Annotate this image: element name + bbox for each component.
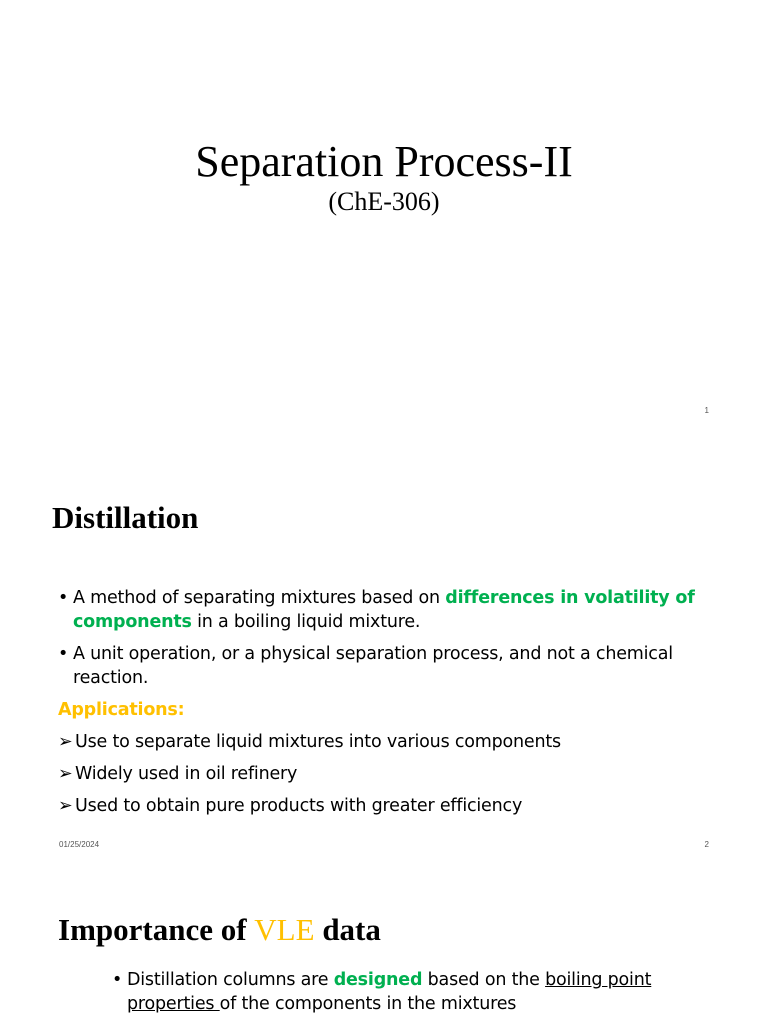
list-item (58, 794, 718, 818)
heading-highlight: VLE (254, 912, 315, 947)
list-item (58, 730, 718, 754)
list-item-text: Use to separate liquid mixtures into various components (75, 732, 561, 752)
underlined-text: boiling point properties (127, 970, 652, 1014)
slide-body (112, 968, 672, 1024)
highlight-text: differences in volatility of components (73, 588, 695, 632)
bullet-text: A unit operation, or a physical separation process, and not a chemical reaction. (73, 644, 673, 688)
slide-heading (58, 912, 381, 948)
list-item (58, 762, 718, 786)
slide-2 (0, 432, 768, 864)
bullet-text: A method of separating mixtures based on (73, 588, 446, 608)
bullet-item (58, 642, 718, 690)
slide-heading: Distillation (52, 500, 199, 535)
slide-title: Separation Process-II (195, 137, 573, 186)
bullet-text: Distillation columns are (127, 970, 334, 990)
arrow-bullet-icon: ➢ (58, 732, 73, 752)
arrow-bullet-icon: ➢ (58, 796, 73, 816)
bullet-text: based on the (422, 970, 546, 990)
bullet-text: in a boiling liquid mixture. (191, 612, 421, 632)
heading-text: Importance of (58, 912, 255, 947)
bullet-item (58, 586, 718, 634)
applications-label: Applications: (58, 700, 185, 720)
slide-1 (0, 0, 768, 432)
slide-3 (0, 864, 768, 1024)
bullet-item (112, 968, 672, 1016)
heading-text: data (314, 912, 381, 947)
arrow-bullet-icon: ➢ (58, 764, 73, 784)
list-item-text: Used to obtain pure products with greater efficiency (75, 796, 523, 816)
slide-body (58, 586, 718, 826)
page-number: 1 (704, 406, 709, 415)
list-item-text: Widely used in oil refinery (75, 764, 298, 784)
highlight-text: designed (333, 970, 423, 990)
slide-subtitle: (ChE-306) (328, 187, 440, 216)
bullet-text: of the components in the mixtures (219, 994, 517, 1014)
page-number: 2 (704, 840, 709, 849)
slide-date: 01/25/2024 (59, 840, 100, 849)
